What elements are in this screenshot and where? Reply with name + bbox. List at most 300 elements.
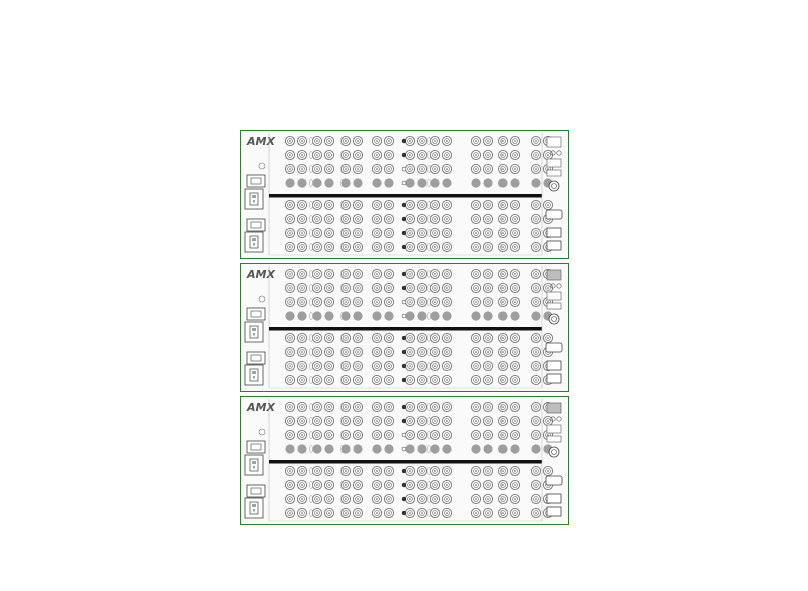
bnc-connector-icon: [442, 136, 451, 145]
bnc-connector-icon: [297, 347, 306, 356]
bnc-connector-icon: [405, 136, 414, 145]
bnc-connector-icon: [510, 416, 519, 425]
bnc-connector-icon: [405, 214, 414, 223]
bnc-connector-icon: [324, 228, 333, 237]
group-separator: [427, 312, 430, 319]
bnc-connector-icon: [543, 333, 552, 342]
bnc-connector-icon: [510, 242, 519, 251]
bnc-connector-icon: [531, 297, 540, 306]
bnc-connector-icon: [417, 178, 426, 187]
bnc-connector-icon: [430, 164, 439, 173]
bnc-connector-icon: [324, 150, 333, 159]
serial-port-icon: [546, 476, 562, 485]
bnc-connector-icon: [312, 416, 321, 425]
bnc-connector-icon: [510, 136, 519, 145]
bnc-connector-icon: [510, 297, 519, 306]
bnc-connector-icon: [372, 402, 381, 411]
bnc-connector-icon: [372, 333, 381, 342]
bnc-connector-icon: [442, 416, 451, 425]
bnc-connector-icon: [324, 283, 333, 292]
bnc-connector-icon: [372, 283, 381, 292]
bnc-connector-icon: [297, 430, 306, 439]
bnc-connector-icon: [353, 242, 362, 251]
bnc-connector-icon: [353, 136, 362, 145]
bnc-connector-icon: [285, 136, 294, 145]
power-receptacle-icon: [247, 219, 265, 231]
bnc-connector-icon: [312, 228, 321, 237]
bnc-connector-icon: [285, 416, 294, 425]
rack-stack: [240, 130, 569, 525]
bnc-connector-icon: [510, 269, 519, 278]
bnc-connector-icon: [498, 347, 507, 356]
bnc-connector-icon: [384, 200, 393, 209]
power-receptacle-icon: [247, 175, 265, 187]
bnc-connector-icon: [471, 508, 480, 517]
bnc-connector-icon: [430, 136, 439, 145]
bnc-connector-icon: [510, 480, 519, 489]
bnc-connector-icon: [353, 164, 362, 173]
bnc-connector-icon: [510, 444, 519, 453]
led-indicator-icon: [402, 167, 406, 171]
bnc-connector-icon: [405, 416, 414, 425]
bnc-connector-icon: [353, 283, 362, 292]
bnc-connector-icon: [442, 480, 451, 489]
bnc-connector-icon: [498, 494, 507, 503]
terminal-block-icon: [547, 159, 561, 167]
bnc-connector-icon: [353, 466, 362, 475]
bnc-connector-icon: [471, 269, 480, 278]
bnc-connector-icon: [353, 430, 362, 439]
bnc-connector-icon: [531, 333, 540, 342]
bnc-connector-icon: [297, 136, 306, 145]
led-indicator-icon: [402, 497, 406, 501]
bnc-connector-icon: [442, 333, 451, 342]
bnc-connector-icon: [442, 178, 451, 187]
bnc-connector-icon: [372, 494, 381, 503]
bnc-connector-icon: [417, 164, 426, 173]
bnc-connector-icon: [353, 361, 362, 370]
bnc-connector-icon: [471, 228, 480, 237]
led-indicator-icon: [402, 272, 406, 276]
bnc-connector-icon: [353, 480, 362, 489]
group-separator: [427, 445, 430, 452]
led-indicator-icon: [402, 405, 406, 409]
bnc-connector-icon: [285, 347, 294, 356]
bnc-connector-icon: [483, 494, 492, 503]
bnc-connector-icon: [471, 178, 480, 187]
bnc-connector-icon: [324, 444, 333, 453]
bnc-connector-icon: [483, 214, 492, 223]
bnc-connector-icon: [297, 228, 306, 237]
ethernet-port-icon: [547, 241, 561, 250]
bnc-connector-icon: [498, 178, 507, 187]
bnc-connector-icon: [297, 375, 306, 384]
bnc-connector-icon: [483, 416, 492, 425]
board-divider-bar: [269, 460, 542, 464]
bnc-connector-icon: [297, 242, 306, 251]
bnc-connector-icon: [471, 480, 480, 489]
bnc-connector-icon: [471, 242, 480, 251]
bnc-connector-icon: [483, 333, 492, 342]
bnc-connector-icon: [372, 136, 381, 145]
bnc-connector-icon: [483, 508, 492, 517]
power-receptacle-icon: [247, 352, 265, 364]
bnc-connector-icon: [471, 430, 480, 439]
bnc-connector-icon: [442, 508, 451, 517]
bnc-connector-icon: [510, 228, 519, 237]
bnc-connector-icon: [384, 214, 393, 223]
bnc-connector-icon: [483, 444, 492, 453]
bnc-connector-icon: [372, 200, 381, 209]
bnc-connector-icon: [417, 508, 426, 517]
bnc-connector-icon: [417, 242, 426, 251]
bnc-connector-icon: [442, 214, 451, 223]
bnc-connector-icon: [324, 347, 333, 356]
bnc-connector-icon: [384, 333, 393, 342]
bnc-connector-icon: [430, 508, 439, 517]
bnc-sync-icon: [549, 314, 559, 324]
bnc-connector-icon: [384, 164, 393, 173]
power-receptacle-icon: [245, 365, 263, 385]
bnc-connector-icon: [324, 242, 333, 251]
bnc-connector-icon: [312, 178, 321, 187]
bnc-connector-icon: [285, 402, 294, 411]
bnc-connector-icon: [531, 402, 540, 411]
bnc-connector-icon: [483, 361, 492, 370]
group-separator: [309, 312, 312, 319]
status-display: [547, 403, 561, 413]
bnc-connector-icon: [297, 508, 306, 517]
bnc-connector-icon: [353, 444, 362, 453]
bnc-connector-icon: [324, 375, 333, 384]
bnc-connector-icon: [510, 150, 519, 159]
bnc-connector-icon: [405, 178, 414, 187]
bnc-connector-icon: [430, 242, 439, 251]
bnc-connector-icon: [285, 466, 294, 475]
led-indicator-icon: [402, 447, 406, 451]
ethernet-port-icon: [547, 228, 561, 237]
bnc-connector-icon: [297, 164, 306, 173]
bnc-connector-icon: [483, 297, 492, 306]
bnc-connector-icon: [405, 311, 414, 320]
bnc-connector-icon: [531, 164, 540, 173]
ethernet-port-icon: [547, 361, 561, 370]
bnc-connector-icon: [498, 269, 507, 278]
bnc-connector-icon: [471, 444, 480, 453]
bnc-connector-icon: [531, 228, 540, 237]
ethernet-port-icon: [547, 507, 561, 516]
bnc-connector-icon: [483, 480, 492, 489]
bnc-connector-icon: [297, 361, 306, 370]
bnc-connector-icon: [430, 333, 439, 342]
bnc-connector-icon: [372, 269, 381, 278]
bnc-connector-icon: [384, 508, 393, 517]
bnc-connector-icon: [297, 333, 306, 342]
bnc-connector-icon: [285, 150, 294, 159]
group-separator: [309, 445, 312, 452]
bnc-connector-icon: [531, 466, 540, 475]
bnc-connector-icon: [430, 430, 439, 439]
bnc-connector-icon: [471, 494, 480, 503]
bnc-connector-icon: [430, 297, 439, 306]
bnc-connector-icon: [312, 361, 321, 370]
bnc-connector-icon: [531, 150, 540, 159]
bnc-connector-icon: [430, 150, 439, 159]
bnc-connector-icon: [442, 375, 451, 384]
bnc-connector-icon: [430, 494, 439, 503]
bnc-connector-icon: [312, 136, 321, 145]
board-divider-bar: [269, 327, 542, 331]
bnc-connector-icon: [510, 347, 519, 356]
bnc-connector-icon: [417, 283, 426, 292]
bnc-connector-icon: [384, 444, 393, 453]
bnc-connector-icon: [483, 178, 492, 187]
bnc-connector-icon: [312, 466, 321, 475]
led-indicator-icon: [402, 469, 406, 473]
bnc-connector-icon: [405, 444, 414, 453]
bnc-connector-icon: [442, 200, 451, 209]
bnc-connector-icon: [372, 228, 381, 237]
bnc-connector-icon: [372, 480, 381, 489]
led-indicator-icon: [402, 286, 406, 290]
bnc-connector-icon: [498, 375, 507, 384]
bnc-connector-icon: [384, 228, 393, 237]
bnc-connector-icon: [384, 311, 393, 320]
bnc-connector-icon: [471, 347, 480, 356]
bnc-connector-icon: [483, 311, 492, 320]
bnc-connector-icon: [430, 178, 439, 187]
bnc-connector-icon: [324, 508, 333, 517]
serial-port-icon: [546, 343, 562, 352]
bnc-connector-icon: [498, 200, 507, 209]
bnc-connector-icon: [498, 430, 507, 439]
bnc-connector-icon: [324, 164, 333, 173]
bnc-connector-icon: [405, 494, 414, 503]
bnc-connector-icon: [297, 480, 306, 489]
bnc-connector-icon: [285, 178, 294, 187]
bnc-connector-icon: [324, 269, 333, 278]
bnc-connector-icon: [297, 494, 306, 503]
bnc-connector-icon: [471, 402, 480, 411]
led-indicator-icon: [402, 231, 406, 235]
status-led-icon: [557, 151, 561, 155]
group-separator: [309, 179, 312, 186]
bnc-connector-icon: [471, 311, 480, 320]
bnc-connector-icon: [297, 416, 306, 425]
bnc-connector-icon: [430, 444, 439, 453]
bnc-connector-icon: [510, 361, 519, 370]
bnc-connector-icon: [405, 466, 414, 475]
bnc-connector-icon: [483, 242, 492, 251]
bnc-connector-icon: [531, 347, 540, 356]
bnc-connector-icon: [285, 480, 294, 489]
bnc-connector-icon: [297, 466, 306, 475]
bnc-connector-icon: [384, 347, 393, 356]
bnc-connector-icon: [312, 494, 321, 503]
bnc-connector-icon: [430, 228, 439, 237]
bnc-connector-icon: [312, 508, 321, 517]
bnc-connector-icon: [405, 200, 414, 209]
bnc-connector-icon: [312, 402, 321, 411]
bnc-connector-icon: [384, 150, 393, 159]
bnc-connector-icon: [442, 466, 451, 475]
bnc-connector-icon: [442, 283, 451, 292]
led-indicator-icon: [402, 153, 406, 157]
bnc-connector-icon: [297, 283, 306, 292]
bnc-connector-icon: [384, 136, 393, 145]
bnc-connector-icon: [285, 200, 294, 209]
bnc-connector-icon: [372, 347, 381, 356]
bnc-connector-icon: [531, 311, 540, 320]
bnc-connector-icon: [417, 444, 426, 453]
bnc-connector-icon: [417, 311, 426, 320]
board-divider-bar: [269, 194, 542, 198]
led-indicator-icon: [402, 139, 406, 143]
bnc-connector-icon: [417, 214, 426, 223]
bnc-connector-icon: [324, 136, 333, 145]
bnc-connector-icon: [498, 242, 507, 251]
status-led-icon: [557, 284, 561, 288]
bnc-connector-icon: [372, 242, 381, 251]
bnc-sync-icon: [549, 181, 559, 191]
bnc-connector-icon: [471, 361, 480, 370]
led-indicator-icon: [402, 419, 406, 423]
bnc-connector-icon: [312, 214, 321, 223]
bnc-connector-icon: [324, 430, 333, 439]
bnc-connector-icon: [405, 333, 414, 342]
bnc-connector-icon: [543, 466, 552, 475]
bnc-connector-icon: [312, 311, 321, 320]
status-display: [547, 270, 561, 280]
bnc-connector-icon: [372, 375, 381, 384]
bnc-connector-icon: [417, 297, 426, 306]
bnc-connector-icon: [510, 402, 519, 411]
bnc-connector-icon: [510, 466, 519, 475]
bnc-connector-icon: [531, 444, 540, 453]
bnc-connector-icon: [372, 178, 381, 187]
bnc-connector-icon: [353, 494, 362, 503]
bnc-connector-icon: [498, 466, 507, 475]
bnc-connector-icon: [430, 200, 439, 209]
bnc-connector-icon: [405, 361, 414, 370]
bnc-connector-icon: [405, 402, 414, 411]
bnc-connector-icon: [442, 361, 451, 370]
ethernet-port-icon: [547, 494, 561, 503]
bnc-connector-icon: [498, 283, 507, 292]
bnc-connector-icon: [384, 430, 393, 439]
bnc-connector-icon: [498, 402, 507, 411]
terminal-block-icon: [547, 303, 561, 309]
bnc-connector-icon: [384, 375, 393, 384]
bnc-connector-icon: [483, 375, 492, 384]
bnc-connector-icon: [430, 466, 439, 475]
bnc-connector-icon: [353, 200, 362, 209]
bnc-connector-icon: [353, 150, 362, 159]
bnc-connector-icon: [498, 361, 507, 370]
bnc-connector-icon: [297, 269, 306, 278]
power-receptacle-icon: [247, 308, 265, 320]
led-indicator-icon: [402, 245, 406, 249]
bnc-connector-icon: [285, 375, 294, 384]
power-receptacle-icon: [247, 441, 265, 453]
bnc-connector-icon: [297, 311, 306, 320]
bnc-connector-icon: [285, 269, 294, 278]
bnc-connector-icon: [510, 494, 519, 503]
bnc-connector-icon: [471, 297, 480, 306]
bnc-connector-icon: [510, 430, 519, 439]
group-separator: [427, 179, 430, 186]
bnc-connector-icon: [285, 508, 294, 517]
bnc-connector-icon: [324, 214, 333, 223]
led-indicator-icon: [402, 203, 406, 207]
bnc-connector-icon: [384, 361, 393, 370]
bnc-connector-icon: [405, 347, 414, 356]
power-receptacle-icon: [245, 232, 263, 252]
bnc-connector-icon: [498, 214, 507, 223]
bnc-connector-icon: [498, 508, 507, 517]
bnc-connector-icon: [417, 150, 426, 159]
bnc-connector-icon: [498, 228, 507, 237]
led-indicator-icon: [402, 433, 406, 437]
bnc-connector-icon: [324, 297, 333, 306]
bnc-connector-icon: [372, 164, 381, 173]
bnc-connector-icon: [312, 200, 321, 209]
bnc-connector-icon: [417, 269, 426, 278]
bnc-connector-icon: [285, 228, 294, 237]
bnc-connector-icon: [417, 402, 426, 411]
bnc-connector-icon: [297, 214, 306, 223]
bnc-connector-icon: [312, 150, 321, 159]
bnc-connector-icon: [312, 297, 321, 306]
bnc-connector-icon: [417, 480, 426, 489]
bnc-connector-icon: [498, 136, 507, 145]
bnc-connector-icon: [442, 402, 451, 411]
bnc-connector-icon: [324, 402, 333, 411]
bnc-connector-icon: [430, 283, 439, 292]
led-indicator-icon: [402, 511, 406, 515]
led-indicator-icon: [402, 300, 406, 304]
bnc-connector-icon: [285, 214, 294, 223]
bnc-connector-icon: [372, 416, 381, 425]
bnc-connector-icon: [405, 150, 414, 159]
power-receptacle-icon: [245, 498, 263, 518]
bnc-connector-icon: [297, 297, 306, 306]
bnc-connector-icon: [483, 136, 492, 145]
bnc-connector-icon: [353, 375, 362, 384]
bnc-connector-icon: [430, 402, 439, 411]
brand-logo: AMX: [247, 401, 275, 414]
bnc-connector-icon: [285, 444, 294, 453]
bnc-connector-icon: [417, 466, 426, 475]
bnc-connector-icon: [471, 150, 480, 159]
bnc-connector-icon: [285, 430, 294, 439]
bnc-connector-icon: [442, 311, 451, 320]
bnc-connector-icon: [543, 200, 552, 209]
bnc-connector-icon: [312, 283, 321, 292]
bnc-connector-icon: [483, 466, 492, 475]
bnc-connector-icon: [531, 269, 540, 278]
bnc-connector-icon: [471, 283, 480, 292]
bnc-connector-icon: [285, 242, 294, 251]
bnc-connector-icon: [442, 494, 451, 503]
bnc-connector-icon: [442, 150, 451, 159]
bnc-connector-icon: [405, 164, 414, 173]
bnc-connector-icon: [353, 333, 362, 342]
bnc-connector-icon: [531, 214, 540, 223]
bnc-connector-icon: [384, 283, 393, 292]
bnc-connector-icon: [353, 347, 362, 356]
bnc-connector-icon: [471, 214, 480, 223]
